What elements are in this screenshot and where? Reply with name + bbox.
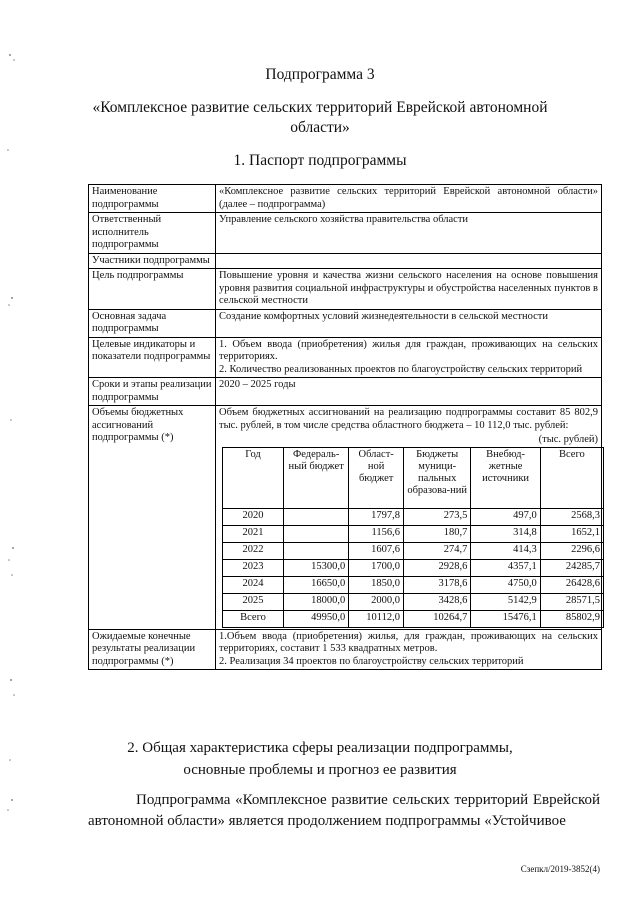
budget-header-cell: Област-ной бюджет bbox=[349, 447, 404, 508]
budget-value-cell: 26428,6 bbox=[540, 576, 603, 593]
results-value: 1.Объем ввода (приобретения) жилья, для граждан, проживающих на сельских территориях, составит 1 533 квадратных метров. 2. Реализация 34 проектов по благоустройству сельских территорий bbox=[216, 629, 602, 670]
budget-year-cell: Всего bbox=[223, 610, 284, 627]
passport-row bbox=[89, 378, 602, 406]
passport-value bbox=[216, 253, 602, 269]
passport-value: 2020 – 2025 годы bbox=[216, 378, 602, 406]
passport-value: 1. Объем ввода (приобретения) жилья для граждан, проживающих на сельских территориях. 2. Количество реализованных проектов по благоустройству сельских территорий bbox=[216, 337, 602, 378]
passport-row bbox=[89, 269, 602, 310]
passport-row bbox=[89, 213, 602, 254]
budget-row bbox=[223, 525, 604, 542]
passport-label: Основная задача подпрограммы bbox=[89, 309, 216, 337]
passport-value: Создание комфортных условий жизнедеятельности в сельской местности bbox=[216, 309, 602, 337]
passport-table bbox=[88, 184, 602, 670]
budget-value-cell: 10112,0 bbox=[349, 610, 404, 627]
budget-row bbox=[223, 508, 604, 525]
budget-row bbox=[223, 559, 604, 576]
scan-edge-marks bbox=[0, 0, 30, 905]
budget-value-cell: 49950,0 bbox=[284, 610, 349, 627]
budget-value-cell bbox=[284, 542, 349, 559]
budget-value-cell: 10264,7 bbox=[404, 610, 471, 627]
budget-row bbox=[223, 576, 604, 593]
budget-header-cell: Внебюд-жетные источники bbox=[471, 447, 540, 508]
budget-value-cell: 180,7 bbox=[404, 525, 471, 542]
funding-label: Объемы бюджетных ассигнований подпрограммы (*) bbox=[89, 406, 216, 630]
budget-header-cell: Год bbox=[223, 447, 284, 508]
budget-value-cell: 5142,9 bbox=[471, 593, 540, 610]
passport-label: Цель подпрограммы bbox=[89, 269, 216, 310]
budget-row bbox=[223, 610, 604, 627]
document-footer-code: Сзепкл/2019-3852(4) bbox=[520, 864, 600, 874]
passport-label: Ответственный исполнитель подпрограммы bbox=[89, 213, 216, 254]
section-2-title bbox=[0, 737, 640, 781]
budget-value-cell: 2000,0 bbox=[349, 593, 404, 610]
passport-label: Целевые индикаторы и показатели подпрограммы bbox=[89, 337, 216, 378]
budget-value-cell: 1700,0 bbox=[349, 559, 404, 576]
budget-value-cell: 1797,8 bbox=[349, 508, 404, 525]
budget-value-cell: 1850,0 bbox=[349, 576, 404, 593]
budget-value-cell: 3178,6 bbox=[404, 576, 471, 593]
budget-value-cell: 497,0 bbox=[471, 508, 540, 525]
budget-table bbox=[222, 447, 604, 628]
budget-year-cell: 2021 bbox=[223, 525, 284, 542]
passport-row bbox=[89, 309, 602, 337]
budget-value-cell: 15300,0 bbox=[284, 559, 349, 576]
budget-row bbox=[223, 593, 604, 610]
passport-label: Наименование подпрограммы bbox=[89, 185, 216, 213]
budget-value-cell: 274,7 bbox=[404, 542, 471, 559]
budget-value-cell: 85802,9 bbox=[540, 610, 603, 627]
budget-header-cell: Бюджеты муници-пальных образова-ний bbox=[404, 447, 471, 508]
budget-wrap bbox=[219, 434, 598, 628]
budget-year-cell: 2024 bbox=[223, 576, 284, 593]
results-row bbox=[89, 629, 602, 670]
budget-value-cell: 4750,0 bbox=[471, 576, 540, 593]
budget-value-cell: 3428,6 bbox=[404, 593, 471, 610]
budget-value-cell: 314,8 bbox=[471, 525, 540, 542]
passport-label: Участники подпрограммы bbox=[89, 253, 216, 269]
budget-value-cell bbox=[284, 525, 349, 542]
subprogram-title-text: «Комплексное развитие сельских территорий Еврейской автономной области» bbox=[92, 99, 548, 136]
budget-value-cell: 4357,1 bbox=[471, 559, 540, 576]
funding-value bbox=[216, 406, 602, 630]
budget-value-cell: 16650,0 bbox=[284, 576, 349, 593]
budget-value-cell: 1652,1 bbox=[540, 525, 603, 542]
passport-value: «Комплексное развитие сельских территорий Еврейской автономной области» (далее – подпрограмма) bbox=[216, 185, 602, 213]
budget-row bbox=[223, 542, 604, 559]
passport-table-body bbox=[89, 185, 602, 670]
passport-row bbox=[89, 253, 602, 269]
budget-unit-label: (тыс. рублей) bbox=[538, 434, 598, 445]
budget-value-cell: 2568,3 bbox=[540, 508, 603, 525]
subprogram-number: Подпрограмма 3 bbox=[265, 66, 375, 83]
budget-value-cell: 24285,7 bbox=[540, 559, 603, 576]
budget-year-cell: 2025 bbox=[223, 593, 284, 610]
results-label: Ожидаемые конечные результаты реализации подпрограммы (*) bbox=[89, 629, 216, 670]
body-paragraph: Подпрограмма «Комплексное развитие сельских территорий Еврейской автономной области» является продолжением подпрограммы «Устойчивое bbox=[88, 792, 600, 829]
budget-value-cell: 414,3 bbox=[471, 542, 540, 559]
passport-label: Сроки и этапы реализации подпрограммы bbox=[89, 378, 216, 406]
passport-title: 1. Паспорт подпрограммы bbox=[233, 152, 407, 169]
passport-row bbox=[89, 185, 602, 213]
budget-value-cell: 15476,1 bbox=[471, 610, 540, 627]
budget-year-cell: 2022 bbox=[223, 542, 284, 559]
budget-year-cell: 2023 bbox=[223, 559, 284, 576]
section-2-title-text: 2. Общая характеристика сферы реализации подпрограммы, основные проблемы и прогноз ее развития bbox=[127, 740, 513, 778]
subprogram-title bbox=[0, 98, 640, 138]
scan-noise bbox=[7, 54, 15, 811]
budget-header-row bbox=[223, 447, 604, 508]
passport-value: Повышение уровня и качества жизни сельского населения на основе повышения уровня развития социальной инфраструктуры и обустройства населенных пунктов в сельской местности bbox=[216, 269, 602, 310]
budget-value-cell: 273,5 bbox=[404, 508, 471, 525]
budget-value-cell: 1607,6 bbox=[349, 542, 404, 559]
passport-row bbox=[89, 337, 602, 378]
passport-value: Управление сельского хозяйства правительства области bbox=[216, 213, 602, 254]
budget-value-cell: 18000,0 bbox=[284, 593, 349, 610]
budget-value-cell bbox=[284, 508, 349, 525]
budget-year-cell: 2020 bbox=[223, 508, 284, 525]
budget-value-cell: 1156,6 bbox=[349, 525, 404, 542]
budget-value-cell: 28571,5 bbox=[540, 593, 603, 610]
budget-value-cell: 2928,6 bbox=[404, 559, 471, 576]
budget-value-cell: 2296,6 bbox=[540, 542, 603, 559]
budget-header-cell: Всего bbox=[540, 447, 603, 508]
budget-header-cell: Федераль-ный бюджет bbox=[284, 447, 349, 508]
funding-text: Объем бюджетных ассигнований на реализацию подпрограммы составит 85 802,9 тыс. рублей, в том числе средства областного бюджета – 10 112,0 тыс. рублей: bbox=[219, 407, 598, 431]
funding-row bbox=[89, 406, 602, 630]
